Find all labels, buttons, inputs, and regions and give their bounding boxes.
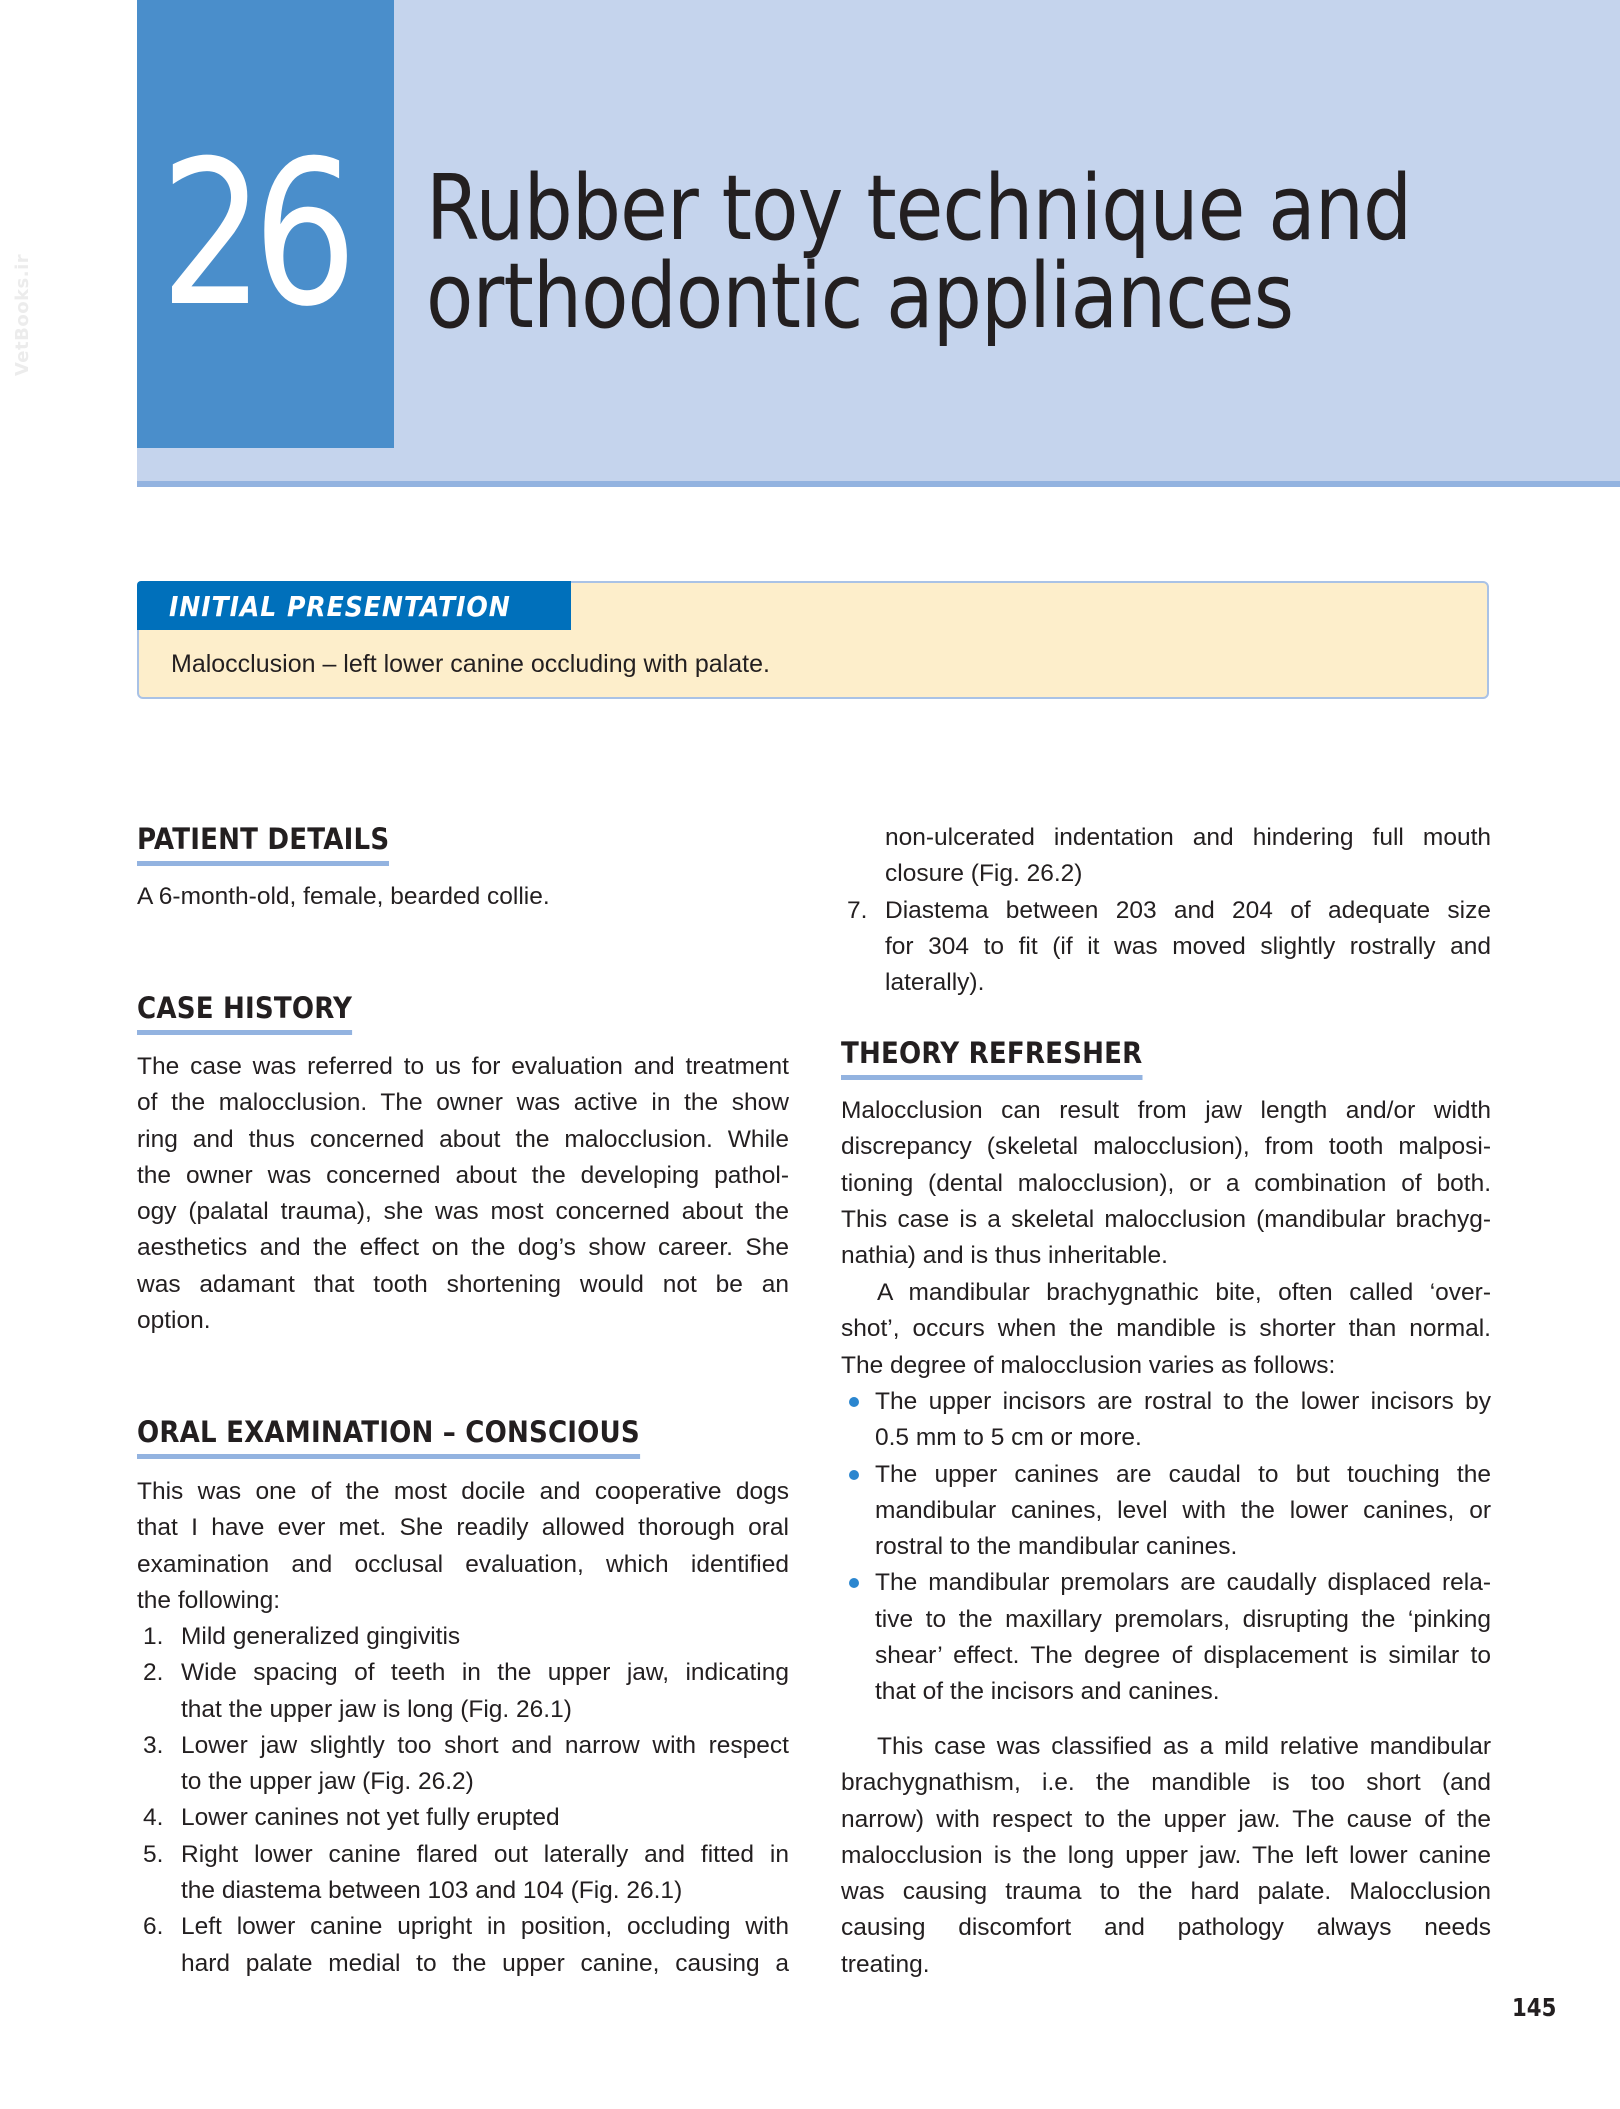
bullet-icon [849,1470,859,1480]
bullet-item-continuation [841,1420,1491,1456]
finding-item-continuation [841,856,1491,892]
bullet-icon [849,1397,859,1407]
list-number: 1. [143,1623,164,1650]
text-line: treating. [841,1950,930,1978]
text-line: laterally). [885,969,985,997]
text-line: that of the incisors and canines. [875,1678,1220,1706]
initial-presentation-label: INITIAL PRESENTATION [169,590,511,623]
text-line: narrow) with respect to the upper jaw. The cause of the [841,1805,1491,1833]
text-line: The upper canines are caudal to but touching the [875,1460,1491,1488]
findings-list [137,1619,789,1982]
text-line: A mandibular brachygnathic bite, often called ‘over- [877,1279,1491,1306]
text-line: closure (Fig. 26.2) [885,860,1083,888]
text-line: causing discomfort and pathology always needs [841,1914,1491,1942]
bullet-item-continuation [841,1529,1491,1565]
list-number: 5. [143,1840,164,1868]
theory-paragraph [841,1275,1491,1384]
text-line: was adamant that tooth shortening would not be an [137,1270,789,1298]
bullet-item [841,1384,1491,1420]
section-heading-case-history: CASE HISTORY [137,991,352,1035]
text-line: Wide spacing of teeth in the upper jaw, indicating [181,1659,789,1687]
text-line: Mild generalized gingivitis [181,1623,461,1650]
patient-details-text [137,879,789,915]
initial-presentation-tab [137,581,571,630]
text-line: malocclusion is the long upper jaw. The left lower canine [841,1841,1491,1869]
text-line: tive to the maxillary premolars, disrupting the ‘pinking [875,1605,1491,1633]
text-line: discrepancy (skeletal malocclusion), from tooth malposi- [841,1133,1491,1161]
text-line: that the upper jaw is long (Fig. 26.1) [181,1695,572,1723]
theory-paragraph [841,1093,1491,1274]
text-line: nathia) and is thus inheritable. [841,1242,1168,1270]
text-line: Malocclusion can result from jaw length and/or width [841,1097,1491,1124]
text-line: mandibular canines, level with the lower canines, or [875,1496,1491,1524]
text-line: rostral to the mandibular canines. [875,1533,1238,1561]
text-line: This case is a skeletal malocclusion (mandibular brachyg- [841,1205,1491,1233]
list-number: 2. [143,1659,164,1687]
text-line: The degree of malocclusion varies as follows: [841,1351,1336,1379]
bullet-item-continuation [841,1602,1491,1638]
text-line: for 304 to fit (if it was moved slightly rostrally and [885,932,1491,960]
section-heading-oral-examination: ORAL EXAMINATION – CONSCIOUS [137,1415,640,1459]
list-number: 3. [143,1731,164,1759]
finding-item-continuation [137,1873,789,1909]
theory-conclusion-paragraph [841,1729,1491,1983]
text-line: Diastema between 203 and 204 of adequate size [885,896,1491,924]
oral-examination-intro [137,1474,789,1619]
chapter-title-line: orthodontic appliances [426,244,1294,349]
page-number: 145 [1512,1993,1557,2022]
text-line: of the malocclusion. The owner was active in the show [137,1089,789,1117]
bullet-item-continuation [841,1493,1491,1529]
finding-item [137,1619,789,1655]
list-number: 7. [847,896,868,924]
finding-item [841,893,1491,929]
chapter-title-line: Rubber toy technique and [426,156,1412,261]
section-heading-theory-refresher: THEORY REFRESHER [841,1036,1142,1080]
case-history-paragraph [137,1049,789,1339]
malocclusion-degree-list [841,1384,1491,1711]
text-line: to the upper jaw (Fig. 26.2) [181,1768,474,1796]
text-line: that I have ever met. She readily allowed thorough oral [137,1514,789,1542]
text-line: The case was referred to us for evaluation and treatment [137,1053,789,1080]
text-line: hard palate medial to the upper canine, causing a [181,1949,789,1977]
finding-item-continuation [137,1692,789,1728]
text-line: non-ulcerated indentation and hindering full mouth [885,824,1491,851]
text-line: 0.5 mm to 5 cm or more. [875,1424,1142,1452]
text-line: brachygnathism, i.e. the mandible is too short (and [841,1769,1491,1797]
finding-item [137,1909,789,1945]
finding-item-continuation [841,965,1491,1001]
text-line: Lower canines not yet fully erupted [181,1804,560,1832]
text-line: the diastema between 103 and 104 (Fig. 26.1) [181,1877,683,1905]
initial-presentation-box [137,581,1489,699]
text-line: This case was classified as a mild relative mandibular [877,1733,1491,1760]
list-number: 4. [143,1804,164,1832]
text-line: ogy (palatal trauma), she was most concerned about the [137,1198,789,1226]
finding-item-continuation [137,1764,789,1800]
section-heading-patient-details: PATIENT DETAILS [137,822,389,866]
finding-item [137,1728,789,1764]
text-line: tioning (dental malocclusion), or a combination of both. [841,1169,1491,1197]
text-line: was causing trauma to the hard palate. Malocclusion [841,1878,1491,1906]
text-line: Left lower canine upright in position, occluding with [181,1913,789,1941]
text-line: The mandibular premolars are caudally displaced rela- [875,1569,1491,1597]
text-line: option. [137,1307,211,1335]
finding-item [137,1800,789,1836]
list-number: 6. [143,1913,164,1941]
text-line: A 6-month-old, female, bearded collie. [137,883,550,910]
text-line: Lower jaw slightly too short and narrow with respect [181,1731,789,1759]
text-line: ring and thus concerned about the malocclusion. While [137,1125,789,1153]
finding-item [137,1837,789,1873]
bullet-item [841,1457,1491,1493]
watermark: VetBooks.ir [12,253,33,377]
finding-item-continuation [841,929,1491,965]
findings-list-continued [841,820,1491,1001]
finding-item-continuation [137,1946,789,1982]
text-line: shear’ effect. The degree of displacement is similar to [875,1642,1491,1670]
chapter-title [426,156,1415,349]
text-line: examination and occlusal evaluation, which identified [137,1550,789,1578]
text-line: shot’, occurs when the mandible is shorter than normal. [841,1315,1491,1343]
header-divider [137,481,1620,487]
text-line: the following: [137,1586,281,1614]
chapter-number: 26 [160,118,346,351]
text-line: The upper incisors are rostral to the lower incisors by [875,1388,1491,1415]
text-line: aesthetics and the effect on the dog’s show career. She [137,1234,789,1262]
finding-item [137,1655,789,1691]
text-line: Right lower canine flared out laterally and fitted in [181,1840,789,1868]
text-line: This was one of the most docile and cooperative dogs [137,1478,789,1505]
bullet-icon [849,1578,859,1588]
bullet-item-continuation [841,1674,1491,1710]
text-line: the owner was concerned about the developing pathol- [137,1161,789,1189]
initial-presentation-text: Malocclusion – left lower canine occluding with palate. [171,650,770,678]
bullet-item [841,1565,1491,1601]
bullet-item-continuation [841,1638,1491,1674]
finding-item-continuation [841,820,1491,856]
